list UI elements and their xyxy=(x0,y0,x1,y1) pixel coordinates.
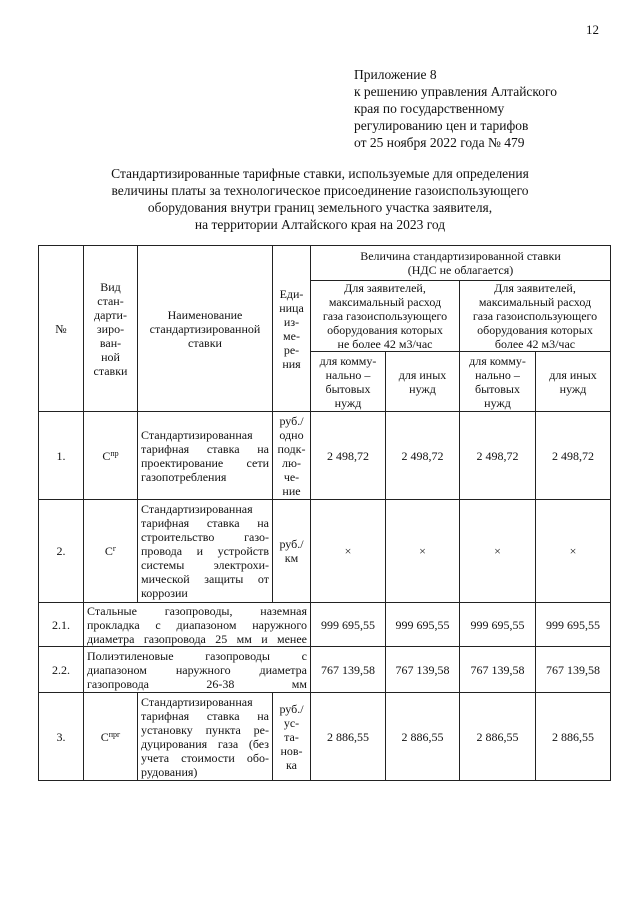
row-value: 2 498,72 xyxy=(386,412,460,500)
header-name: Наименование стандартизированной ставки xyxy=(138,246,273,412)
row-unit: руб./ км xyxy=(273,500,311,603)
appendix-line: от 25 ноября 2022 года № 479 xyxy=(354,135,525,150)
tariff-table xyxy=(38,245,611,781)
row-name: Стальные газопроводы, наземная прокладка с диапазоном наружного диаметра газопровода 25 мм и менее xyxy=(84,603,311,647)
row-value: 2 498,72 xyxy=(460,412,536,500)
row-code xyxy=(84,693,138,781)
row-value: × xyxy=(311,500,386,603)
table-row xyxy=(39,412,611,500)
table-row xyxy=(39,500,611,603)
row-value: 2 498,72 xyxy=(311,412,386,500)
row-code xyxy=(84,500,138,603)
appendix-line: к решению управления Алтайского xyxy=(354,84,557,99)
code-sup: г xyxy=(112,544,117,553)
row-unit: руб./ одно подк- лю- че- ние xyxy=(273,412,311,500)
header-other: для иных нужд xyxy=(386,352,460,412)
row-value: 2 498,72 xyxy=(536,412,611,500)
row-name: Стандартизированная тарифная ставка на установку пункта ре-дуцирования газа (без учета стоимости обо-рудования) xyxy=(138,693,273,781)
row-value: 2 886,55 xyxy=(311,693,386,781)
header-group-over-42: Для заявителей, максимальный расход газа газоиспользующего оборудования которых более 42 м3/час xyxy=(460,281,611,352)
table-row xyxy=(39,603,611,647)
header-household: для комму- нально – бытовых нужд xyxy=(460,352,536,412)
document-title xyxy=(80,165,560,233)
row-num: 1. xyxy=(39,412,84,500)
title-line: величины платы за технологическое присоединение газоиспользующего xyxy=(111,183,529,198)
code-base: С xyxy=(100,729,109,744)
row-num: 2.1. xyxy=(39,603,84,647)
title-line: оборудования внутри границ земельного участка заявителя, xyxy=(147,200,493,215)
header-num: № xyxy=(39,246,84,412)
row-value: 767 139,58 xyxy=(536,647,611,693)
appendix-line: регулированию цен и тарифов xyxy=(354,118,529,133)
row-value: 999 695,55 xyxy=(460,603,536,647)
row-value: 999 695,55 xyxy=(536,603,611,647)
row-name: Полиэтиленовые газопроводы с диапазоном наружного диаметра газопровода 26-38 мм xyxy=(84,647,311,693)
table-row xyxy=(39,647,611,693)
row-value: 999 695,55 xyxy=(386,603,460,647)
row-name: Стандартизированная тарифная ставка на строительство газо-провода и устройств системы электрохи-мической защиты от коррозии xyxy=(138,500,273,603)
appendix-line: края по государственному xyxy=(354,101,505,116)
row-value: 767 139,58 xyxy=(386,647,460,693)
row-unit: руб./ ус- та- нов- ка xyxy=(273,693,311,781)
row-name: Стандартизированная тарифная ставка на проектирование сети газопотребления xyxy=(138,412,273,500)
header-row xyxy=(39,246,611,281)
row-value: 767 139,58 xyxy=(311,647,386,693)
row-value: × xyxy=(386,500,460,603)
header-unit: Еди- ница из- ме- ре- ния xyxy=(273,246,311,412)
title-line: Стандартизированные тарифные ставки, используемые для определения xyxy=(111,166,529,181)
row-value: × xyxy=(460,500,536,603)
header-kind: Вид стан- дарти- зиро- ван- ной ставки xyxy=(84,246,138,412)
row-value: 2 886,55 xyxy=(460,693,536,781)
row-value: × xyxy=(536,500,611,603)
appendix-line: Приложение 8 xyxy=(354,67,437,82)
row-num: 2.2. xyxy=(39,647,84,693)
header-value-group: Величина стандартизированной ставки (НДС не облагается) xyxy=(311,246,611,281)
row-value: 999 695,55 xyxy=(311,603,386,647)
code-base: С xyxy=(102,448,111,463)
header-group-upto-42: Для заявителей, максимальный расход газа газоиспользующего оборудования которых не более 42 м3/час xyxy=(311,281,460,352)
code-sup: пр xyxy=(110,448,119,458)
row-value: 2 886,55 xyxy=(536,693,611,781)
row-num: 3. xyxy=(39,693,84,781)
row-num: 2. xyxy=(39,500,84,603)
row-value: 2 886,55 xyxy=(386,693,460,781)
row-value: 767 139,58 xyxy=(460,647,536,693)
header-household: для комму- нально – бытовых нужд xyxy=(311,352,386,412)
table-row xyxy=(39,693,611,781)
appendix-header xyxy=(354,66,557,151)
title-line: на территории Алтайского края на 2023 год xyxy=(194,217,446,232)
code-sup: прг xyxy=(108,729,121,739)
code-base: С xyxy=(104,544,113,558)
page-number: 12 xyxy=(586,22,599,37)
header-other: для иных нужд xyxy=(536,352,611,412)
row-code xyxy=(84,412,138,500)
